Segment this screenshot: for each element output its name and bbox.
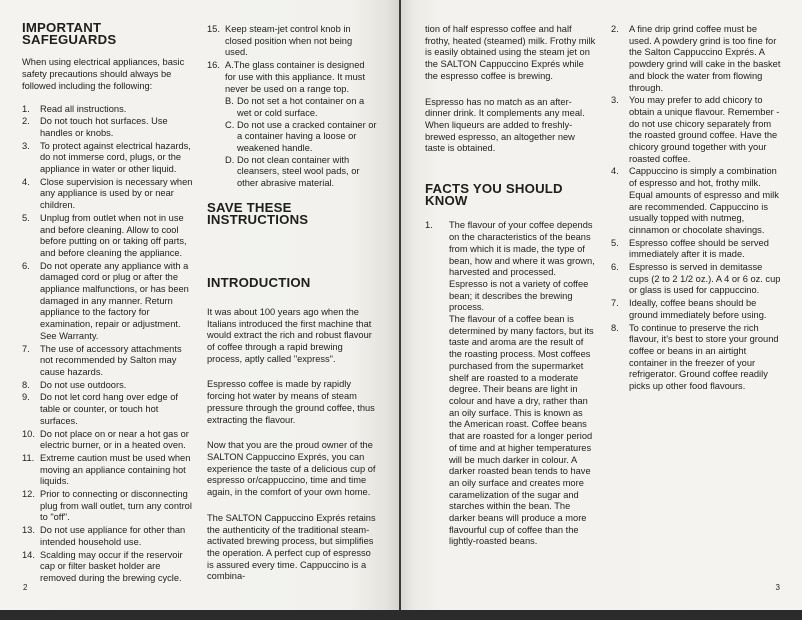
list-item: 3. You may prefer to add chicory to obtain a unique flavour. Remember - do not use chicory separately from the roasted ground coffee. Have the chicory ground together with your roasted coffee. <box>611 95 780 164</box>
page-number: 3 <box>775 583 780 592</box>
facts-heading: FACTS YOU SHOULD KNOW <box>425 181 563 208</box>
intro-paragraph: Espresso has no match as an after-dinner drink. It complements any meal. When liqueurs are added to freshly-brewed espresso, an altogether new taste is obtained. <box>425 96 585 154</box>
facts-column-continued <box>611 24 781 394</box>
fact-item-1: 1. The flavour of your coffee depends on the characteristics of the beans from which it is made, the type of bean, how and where it was grown, harvested and processed. Espresso is not a variety of coffee bean; it describes the brewing process. The flavour of a coffee bean is determined by many factors, but its taste and aroma are the result of the roasting process. Most coffees purchased from the supermarket shelf are roasted to a moderate degree. Their beans are light in colour and have a dry, rather than an oily surface. This is known as the American roast. Coffee beans that are roasted for a longer period of time and at higher temperatures will be much darker in colour. A darker roasted bean tends to have an oily surface and creates more caramelization of the sugar and starches within the bean. The darker beans will produce a more flavourful cup of coffee than the lightly-roasted beans. <box>425 220 595 547</box>
intro-paragraph: Espresso coffee is made by rapidly forcing hot water by means of steam pressure through the ground coffee, thus extracting the flavour. <box>207 379 375 425</box>
facts-list <box>611 24 781 393</box>
list-item: 16. A.The glass container is designed for use with this appliance. It must never be used on a range top. <box>207 60 366 94</box>
safeguards-list-continued <box>207 24 377 95</box>
list-item: 3. To protect against electrical hazards, do not immerse cord, plugs, or the appliance in water or other liquid. <box>22 140 191 175</box>
list-item: 2. Do not touch hot surfaces. Use handles or knobs. <box>22 116 168 138</box>
safeguards-intro: When using electrical appliances, basic safety precautions should always be followed including the following: <box>22 57 185 91</box>
intro-paragraph: Now that you are the proud owner of the SALTON Cappuccino Exprés, you can experience the taste of a delicious cup of espresso or/cappuccino, time and time again, in the comfort of your own home. <box>207 440 376 498</box>
list-item: 11. Extreme caution must be used when moving an appliance containing hot liquids. <box>22 452 191 487</box>
list-item: 4. Close supervision is necessary when any appliance is used by or near children. <box>22 176 193 211</box>
list-item: 5. Espresso coffee should be served immediately after it is made. <box>611 237 769 260</box>
list-item: 15. Keep steam-jet control knob in closed position when not being used. <box>207 24 353 58</box>
list-item: 5. Unplug from outlet when not in use and before cleaning. Allow to cool before putting on or taking off parts, and before cleaning the appliance. <box>22 212 187 258</box>
page-number: 2 <box>23 583 28 592</box>
list-item: 1. Read all instructions. <box>22 103 127 114</box>
list-item: 8. To continue to preserve the rich flavour, it's best to store your ground coffee or beans in an airtight container in the freezer of your refrigerator. Ground coffee readily picks up other food flavours. <box>611 322 779 392</box>
intro-column <box>207 24 377 593</box>
background-edge <box>0 610 802 620</box>
container-subitems <box>207 96 377 190</box>
list-item: D. Do not clean container with cleansers, steel wool pads, or other abrasive material. <box>225 154 360 189</box>
right-page <box>401 0 802 610</box>
list-item: 6. Do not operate any appliance with a damaged cord or plug or after the appliance malfunctions, or has been damaged in any manner. Return appliance to the factory for examination, repair or adjustment. See Warranty. <box>22 260 189 341</box>
intro-paragraph: It was about 100 years ago when the Italians introduced the first machine that would extract the rich and robust flavour of coffee through a rapid brewing process, aptly called "express". <box>207 306 372 364</box>
left-page <box>0 0 399 610</box>
list-item: 2. A fine drip grind coffee must be used. A powdery grind is too fine for the Salton Cappuccino Exprés. A powdery grind will cake in the basket and block the water from flowing through. <box>611 24 781 93</box>
list-item: C. Do not use a cracked container or a container having a loose or weakened handle. <box>225 119 377 154</box>
list-item: 9. Do not let cord hang over edge of table or counter, or touch hot surfaces. <box>22 392 178 426</box>
list-item: 6. Espresso is served in demitasse cups (2 to 2 1/2 oz.). A 4 or 6 oz. cup or glass is used for cappuccino. <box>611 262 781 296</box>
safeguards-column <box>22 22 194 586</box>
intro-paragraph: The SALTON Cappuccino Exprés retains the authenticity of the traditional steam-activated brewing process, but simplifies the operation. A perfect cup of espresso is assured every time. Cappuccino is a combina- <box>207 512 376 582</box>
list-item: B. Do not set a hot container on a wet or cold surface. <box>225 96 365 118</box>
list-item: 12. Prior to connecting or disconnecting plug from wall outlet, turn any control to "off". <box>22 489 192 523</box>
save-instructions-heading: SAVE THESE INSTRUCTIONS <box>207 199 309 227</box>
introduction-heading: INTRODUCTION <box>207 275 311 291</box>
list-item: 10. Do not place on or near a hot gas or electric burner, or in a heated oven. <box>22 428 189 451</box>
list-item: 4. Cappuccino is simply a combination of espresso and hot, frothy milk. Equal amounts of espresso and milk are recommended. Cappuccino is usually topped with nutmeg, cinnamon or chocolate shavings. <box>611 166 779 235</box>
safeguards-heading: IMPORTANT SAFEGUARDS <box>22 20 117 47</box>
intro-paragraph: tion of half espresso coffee and half frothy, heated (steamed) milk. Frothy milk is easily obtained using the steam jet on the SALTON Cappuccino Exprés while the espresso coffee is brewing. <box>425 24 596 81</box>
list-item: 7. The use of accessory attachments not recommended by Salton may cause hazards. <box>22 343 182 377</box>
list-item: 13. Do not use appliance for other than intended household use. <box>22 525 186 547</box>
safeguards-list <box>22 104 194 585</box>
list-item: 8. Do not use outdoors. <box>22 379 127 390</box>
facts-column <box>425 24 597 548</box>
list-item: 7. Ideally, coffee beans should be ground immediately before using. <box>611 298 767 320</box>
list-item: 14. Scalding may occur if the reservoir cap or filter basket holder are removed during the brewing cycle. <box>22 549 183 583</box>
